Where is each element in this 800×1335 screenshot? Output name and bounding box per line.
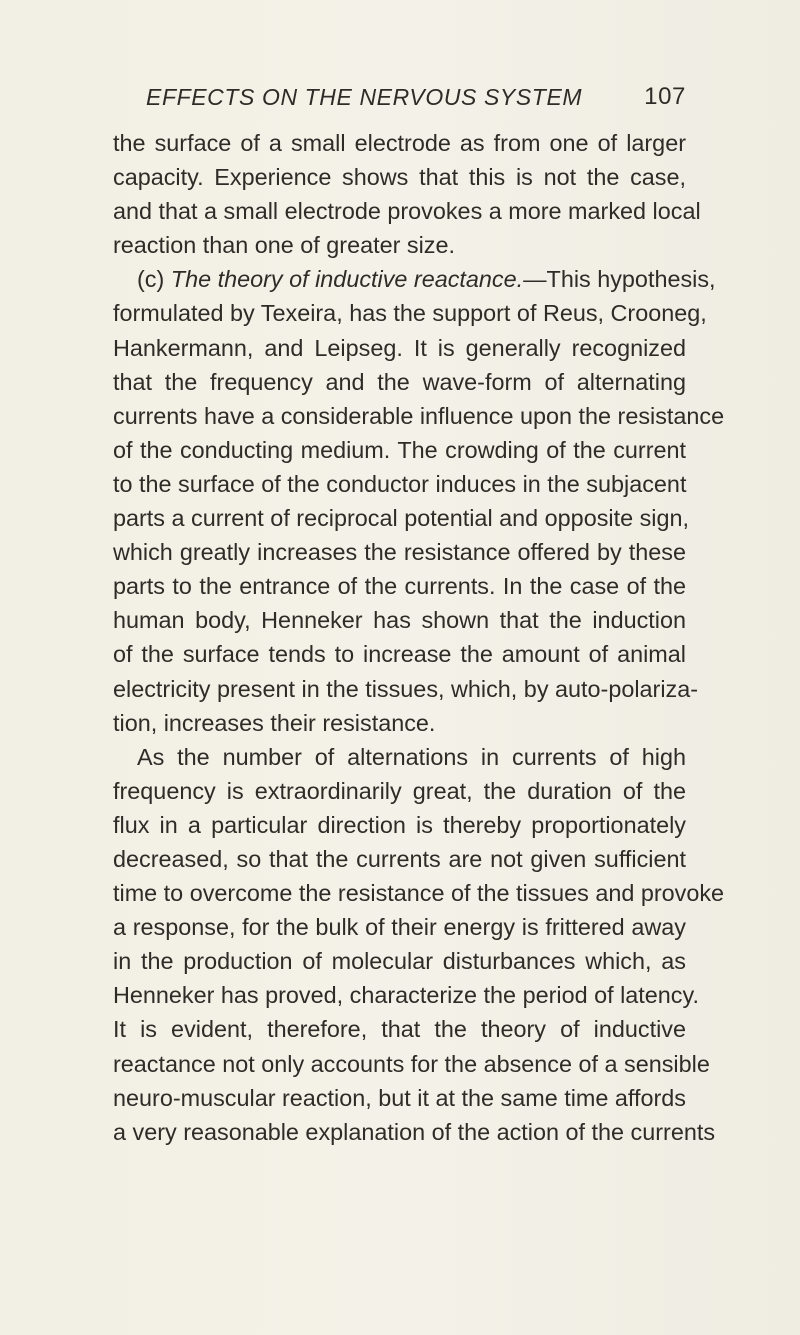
text-line: frequency is extraordinarily great, the duration of the xyxy=(113,777,686,804)
section-label: (c) xyxy=(137,266,171,293)
text-line: currents have a considerable influence upon the resistance xyxy=(113,402,725,429)
text-line: the surface of a small electrode as from one of larger xyxy=(113,130,686,156)
text-line: a response, for the bulk of their energy is frittered away xyxy=(113,914,686,941)
text-line: Hankermann, and Leipseg. It is generally recognized xyxy=(113,334,686,361)
text-line: formulated by Texeira, has the support of Reus, Crooneg, xyxy=(113,300,707,327)
section-heading-line xyxy=(113,262,716,296)
text-line: It is evident, therefore, that the theory of inductive xyxy=(113,1016,686,1043)
text-line: parts a current of reciprocal potential and opposite sign, xyxy=(113,505,690,532)
text-line: reactance not only accounts for the absence of a sensible xyxy=(113,1050,710,1077)
text-line: time to overcome the resistance of the tissues and provoke xyxy=(113,880,725,907)
text-line: flux in a particular direction is thereby proportionately xyxy=(113,811,686,838)
text-line: that the frequency and the wave-form of alternating xyxy=(113,368,686,395)
text-line: human body, Henneker has shown that the induction xyxy=(113,607,686,634)
text-line: a very reasonable explanation of the action of the currents xyxy=(113,1118,716,1145)
text-line: Henneker has proved, characterize the period of latency. xyxy=(113,982,699,1009)
text-line: to the surface of the conductor induces in the subjacent xyxy=(113,470,687,497)
text-line: neuro-muscular reaction, but it at the same time affords xyxy=(113,1084,686,1111)
text-line: capacity. Experience shows that this is not the case, xyxy=(113,164,686,191)
body-text xyxy=(113,126,725,1149)
section-title: The theory of inductive reactance. xyxy=(170,266,524,293)
page-number: 107 xyxy=(644,83,686,110)
running-head xyxy=(146,80,686,114)
text-line: which greatly increases the resistance offered by these xyxy=(113,539,686,566)
text-line: and that a small electrode provokes a more marked local xyxy=(113,198,701,225)
text-line: tion, increases their resistance. xyxy=(113,709,436,736)
text-line: decreased, so that the currents are not given sufficient xyxy=(113,845,686,872)
text-line: in the production of molecular disturbances which, as xyxy=(113,948,686,975)
section-text: —This hypothesis, xyxy=(523,266,716,293)
text-line: reaction than one of greater size. xyxy=(113,232,455,259)
text-line: of the surface tends to increase the amount of animal xyxy=(113,641,686,668)
text-line: electricity present in the tissues, which, by auto-polariza- xyxy=(113,675,699,702)
running-title: EFFECTS ON THE NERVOUS SYSTEM xyxy=(146,84,583,110)
text-line: parts to the entrance of the currents. In the case of the xyxy=(113,573,686,600)
text-line: of the conducting medium. The crowding of the current xyxy=(113,436,686,463)
paragraph-start-line: As the number of alternations in currents of high xyxy=(137,743,686,770)
